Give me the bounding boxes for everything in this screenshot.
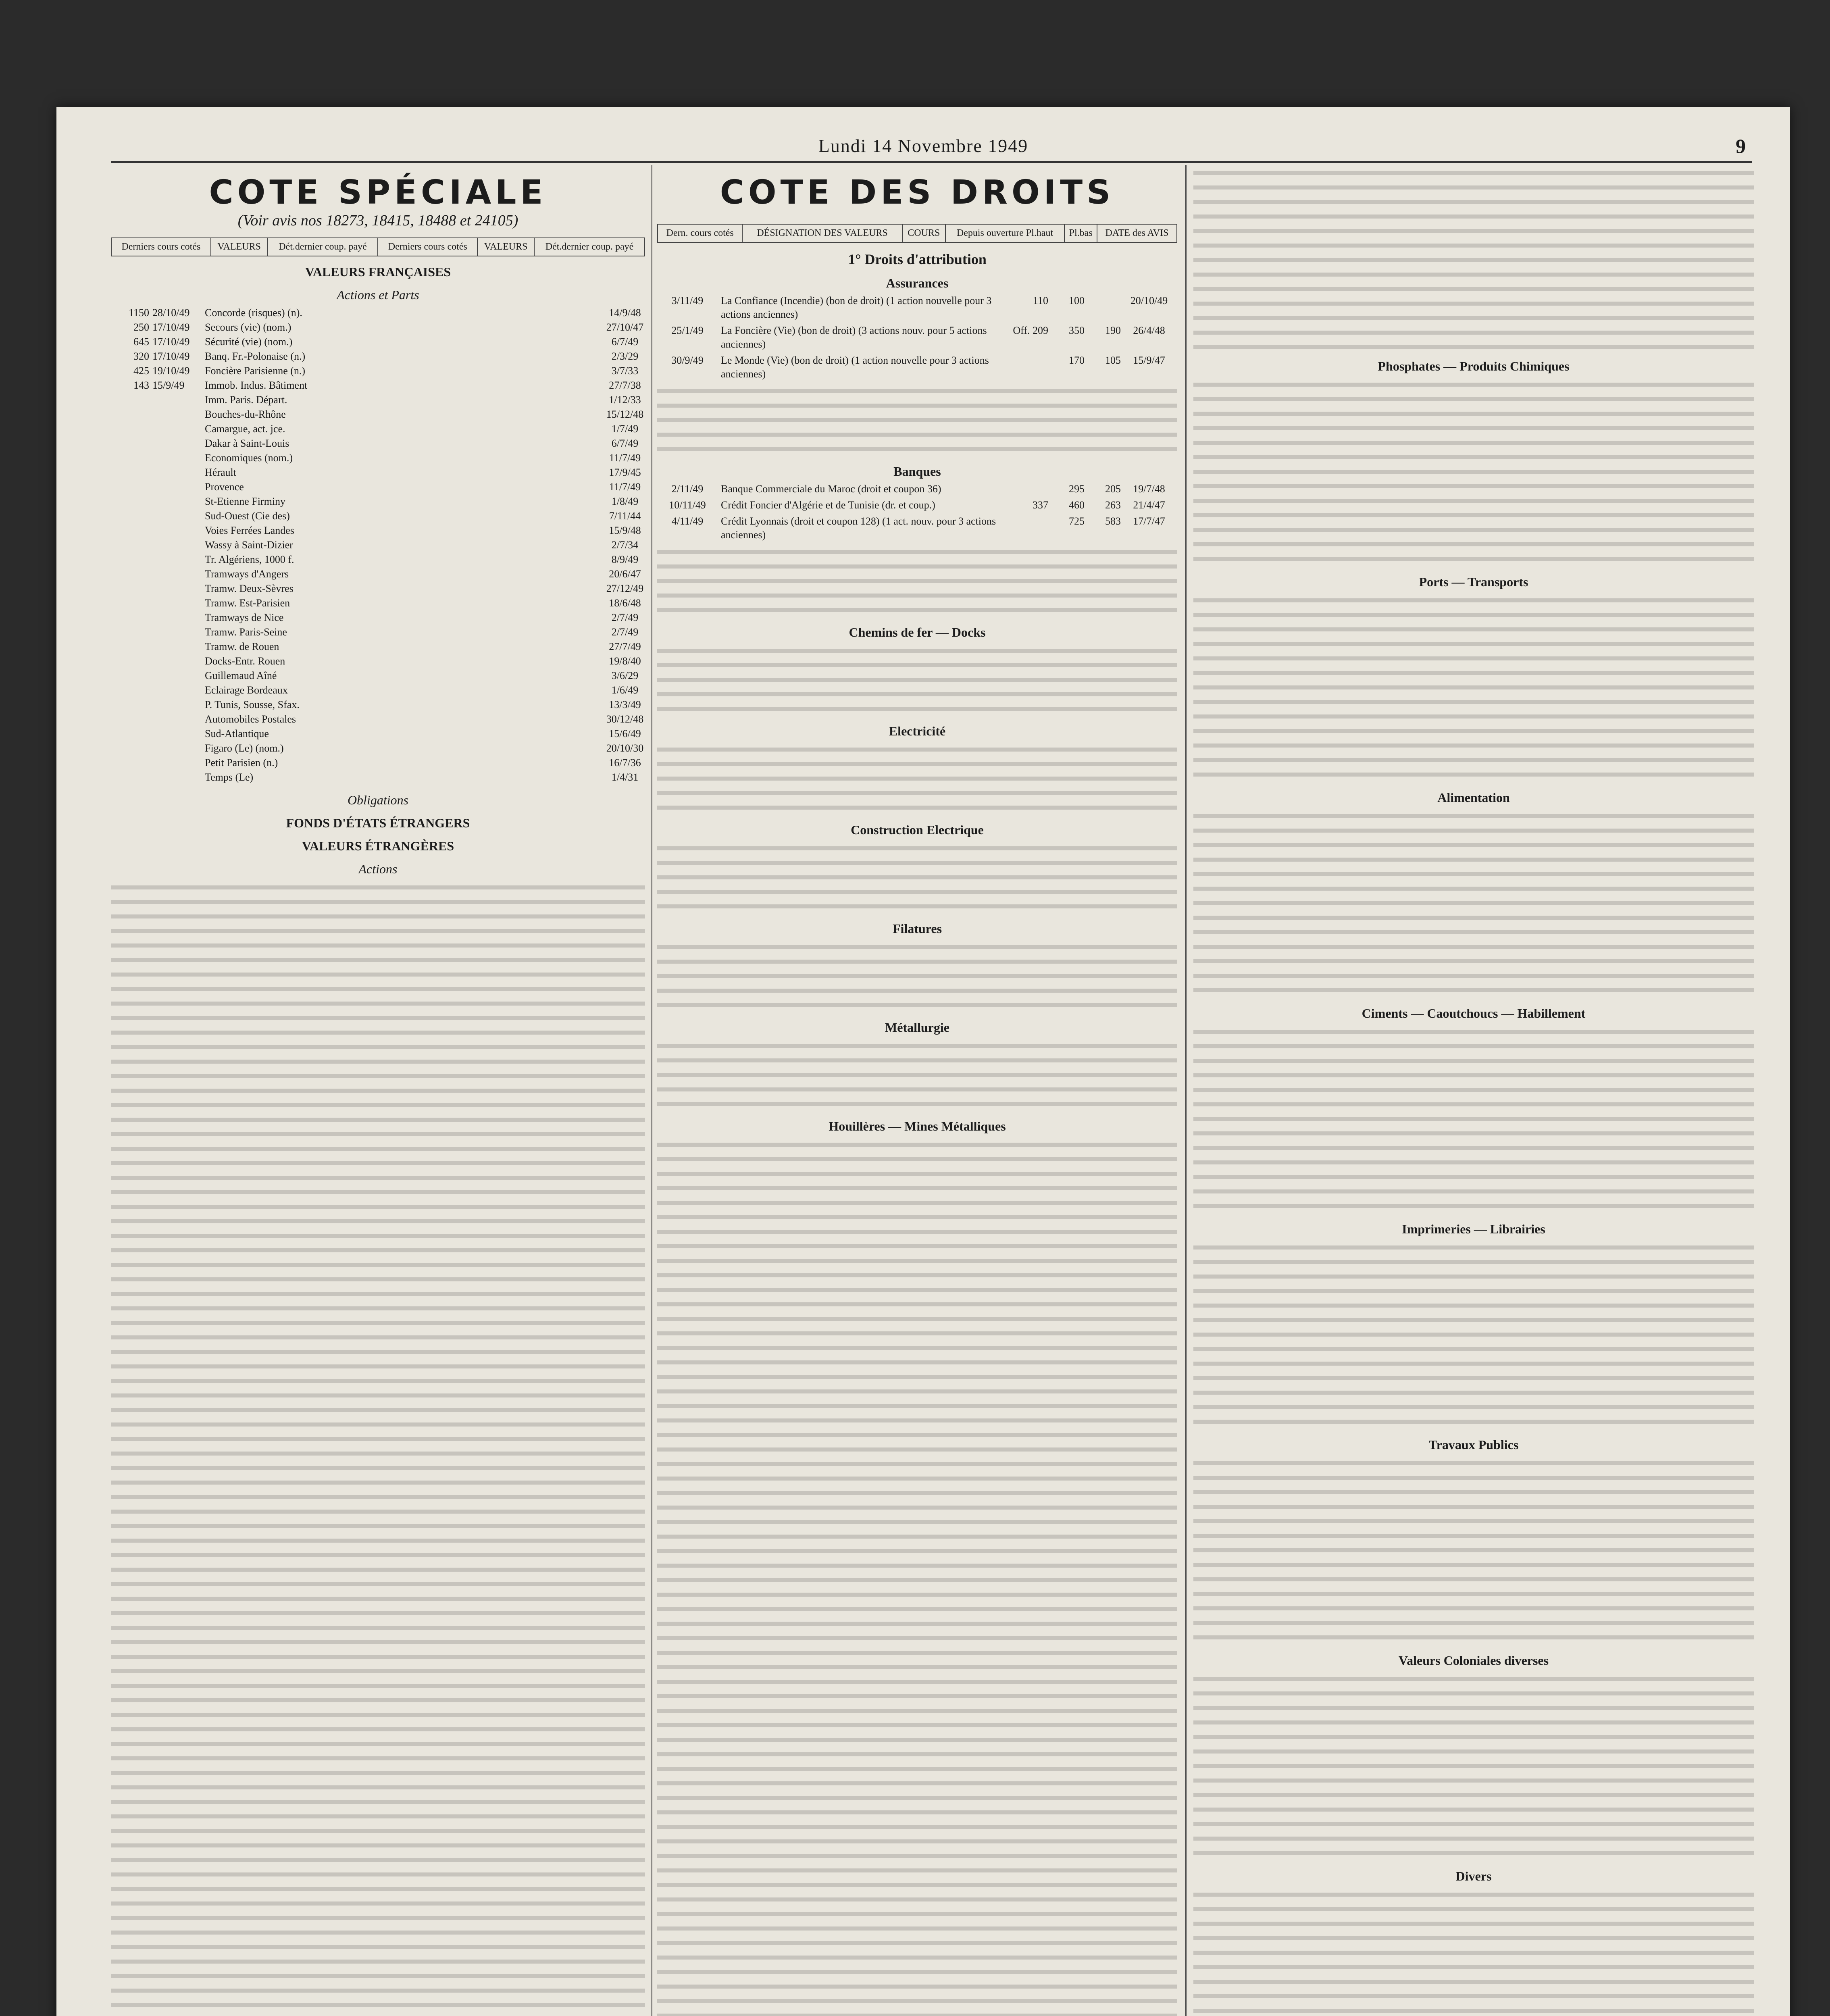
cell-coupon: 14/9/48 (609, 307, 641, 319)
cell-coupon: 11/7/49 (609, 481, 641, 493)
cell-date (149, 683, 201, 698)
right-section-heading: Alimentation (1437, 790, 1510, 805)
newspaper-page (56, 107, 1790, 2016)
cell-cours (111, 509, 149, 523)
cell-avis: 17/7/47 (1133, 515, 1165, 527)
cell-coupon: 27/7/49 (609, 641, 641, 652)
table-row (111, 596, 645, 610)
cell-date: 25/1/49 (671, 325, 704, 336)
cell-text: La Confiance (Incendie) (bon de droit) (1 action nouvelle pour 3 actions anciennes) (721, 295, 992, 320)
illegible-rows (1193, 808, 1754, 998)
col-header: Pl.bas (1064, 224, 1097, 242)
illegible-rows (1193, 377, 1754, 566)
column-separator (651, 165, 652, 2016)
cell-coupon: 2/7/34 (611, 539, 639, 551)
cell-valeur: Automobiles Postales (205, 713, 296, 725)
cell-cours (111, 756, 149, 770)
cell-valeur: Secours (vie) (nom.) (205, 321, 291, 333)
cell-valeur: Temps (Le) (205, 771, 254, 783)
cell-haut: 295 (1069, 483, 1085, 495)
col-header: DATE des AVIS (1097, 224, 1177, 242)
col-header: Dern. cours cotés (658, 224, 742, 242)
cell-cours: 320 (133, 350, 149, 362)
table-row (111, 436, 645, 451)
droits-section-heading: Métallurgie (885, 1020, 949, 1035)
cell-coupon: 11/7/49 (609, 452, 641, 464)
cell-date (149, 581, 201, 596)
cell-cours (111, 451, 149, 465)
cell-valeur: Sud-Ouest (Cie des) (205, 510, 290, 522)
cell-date: 10/11/49 (669, 499, 706, 511)
right-section-heading: Phosphates — Produits Chimiques (1378, 359, 1570, 373)
cell-cours (111, 422, 149, 436)
cell-coupon: 1/6/49 (611, 684, 639, 696)
cote-droits-column (657, 165, 1177, 2016)
cell-haut: 725 (1069, 515, 1085, 527)
table-row (657, 514, 1177, 542)
illegible-rows (657, 939, 1177, 1012)
cell-cours: 143 (133, 379, 149, 391)
cell-valeur: Immob. Indus. Bâtiment (205, 379, 308, 391)
col-header: VALEURS (211, 238, 268, 256)
cell-date: 30/9/49 (671, 354, 704, 366)
right-section-heading: Travaux Publics (1428, 1437, 1519, 1452)
droits-section-heading: Assurances (886, 276, 949, 290)
col-header: COURS (902, 224, 945, 242)
cell-date: 17/10/49 (152, 336, 190, 348)
cell-bas (1085, 294, 1121, 321)
table-row (111, 639, 645, 654)
illegible-rows (657, 1038, 1177, 1111)
table-row (111, 538, 645, 552)
cell-coupon: 1/4/31 (611, 771, 639, 783)
cell-cours (111, 465, 149, 480)
cell-valeur: Tramw. de Rouen (205, 641, 279, 652)
table-row (111, 422, 645, 436)
table-row (657, 324, 1177, 351)
cell-date: 3/11/49 (671, 295, 704, 306)
cell-coupon: 27/12/49 (606, 583, 644, 594)
illegible-rows (1193, 1024, 1754, 1214)
cell-cours (111, 669, 149, 683)
cell-date (149, 465, 201, 480)
cote-speciale-header (111, 237, 645, 256)
table-row (111, 407, 645, 422)
cell-cours (111, 698, 149, 712)
running-head: Lundi 14 Novembre 1949 (818, 135, 1028, 156)
cell-valeur: Tr. Algériens, 1000 f. (205, 554, 294, 565)
cell-coupon: 8/9/49 (611, 554, 639, 565)
cell-text: La Foncière (Vie) (bon de droit) (3 actions nouv. pour 5 actions anciennes) (721, 325, 987, 350)
cell-valeur: Guillemaud Aîné (205, 670, 277, 681)
cell-coupon: 17/9/45 (609, 467, 641, 478)
droits-section-heading: Electricité (889, 724, 946, 738)
cell-date (149, 480, 201, 494)
cell-cours (111, 581, 149, 596)
cell-cours (111, 770, 149, 785)
cell-text: Crédit Foncier d'Algérie et de Tunisie (dr. et coup.) (721, 499, 935, 511)
cell-cours: 1150 (128, 307, 149, 319)
table-row (111, 378, 645, 393)
cell-valeur: Dakar à Saint-Louis (205, 437, 289, 449)
cell-cours: 110 (1033, 295, 1048, 306)
cell-text: Banque Commerciale du Maroc (droit et coupon 36) (721, 483, 941, 495)
cell-cours (111, 523, 149, 538)
table-row (111, 480, 645, 494)
col-header: Derniers cours cotés (378, 238, 477, 256)
cell-cours (111, 552, 149, 567)
col-header: Dét.dernier coup. payé (268, 238, 378, 256)
cell-haut: 460 (1069, 499, 1085, 511)
table-row (111, 364, 645, 378)
cell-cours (111, 654, 149, 669)
cell-haut: 350 (1069, 325, 1085, 336)
valeurs-etrangeres-heading: VALEURS ÉTRANGÈRES (302, 839, 454, 853)
column-separator (1185, 165, 1187, 2016)
cell-date (149, 596, 201, 610)
cell-cours (1000, 514, 1048, 542)
cell-cours (111, 610, 149, 625)
illegible-rows (1193, 593, 1754, 782)
illegible-rows (657, 1137, 1177, 1210)
cell-cours (111, 407, 149, 422)
obligations-heading: Obligations (347, 793, 409, 807)
table-row (111, 523, 645, 538)
cell-valeur: P. Tunis, Sousse, Sfax. (205, 699, 300, 710)
cote-speciale-rows (111, 306, 645, 785)
table-row (657, 498, 1177, 512)
cell-coupon: 20/10/30 (606, 742, 644, 754)
cell-date (149, 552, 201, 567)
cell-valeur: Wassy à Saint-Dizier (205, 539, 293, 551)
cell-cours (1000, 482, 1048, 496)
cell-date (149, 436, 201, 451)
cell-cours (111, 712, 149, 727)
cell-cours (111, 727, 149, 741)
cote-droits-title: COTE DES DROITS (720, 173, 1115, 212)
cell-date: 17/10/49 (152, 321, 190, 333)
cell-coupon: 15/6/49 (609, 728, 641, 739)
cell-date (149, 610, 201, 625)
illegible-rows (111, 880, 645, 2016)
cell-date (149, 422, 201, 436)
cell-date (149, 523, 201, 538)
cell-date (149, 407, 201, 422)
illegible-rows (657, 1210, 1177, 2016)
cell-avis: 20/10/49 (1130, 295, 1168, 306)
cell-date (149, 538, 201, 552)
right-column (1193, 165, 1754, 2016)
cote-speciale-title: COTE SPÉCIALE (209, 173, 547, 212)
cell-cours: 425 (133, 365, 149, 377)
table-row (111, 306, 645, 320)
cell-valeur: Figaro (Le) (nom.) (205, 742, 284, 754)
illegible-rows (1193, 1671, 1754, 1861)
illegible-rows (1193, 1240, 1754, 1429)
cell-date: 28/10/49 (152, 307, 190, 319)
table-row (111, 669, 645, 683)
droits-attribution-heading: 1° Droits d'attribution (848, 251, 987, 267)
table-row (111, 320, 645, 335)
col-header: Derniers cours cotés (111, 238, 211, 256)
illegible-rows (657, 383, 1177, 456)
cell-cours (111, 741, 149, 756)
cell-cours (1000, 354, 1048, 381)
cell-avis: 19/7/48 (1133, 483, 1165, 495)
cell-date (149, 698, 201, 712)
cell-coupon: 1/7/49 (611, 423, 639, 435)
cell-avis: 21/4/47 (1133, 499, 1165, 511)
cell-date (149, 494, 201, 509)
cell-coupon: 27/10/47 (606, 321, 644, 333)
cell-date (149, 625, 201, 639)
cell-date (149, 756, 201, 770)
cell-cours (111, 393, 149, 407)
cell-coupon: 19/8/40 (609, 655, 641, 667)
cote-droits-header (657, 224, 1177, 243)
cell-date (149, 770, 201, 785)
table-row (111, 393, 645, 407)
droits-section-heading: Banques (893, 464, 941, 479)
table-row (111, 625, 645, 639)
table-row (111, 698, 645, 712)
illegible-rows (657, 841, 1177, 913)
fonds-etats-heading: FONDS D'ÉTATS ÉTRANGERS (286, 816, 470, 830)
cell-bas: 190 (1105, 325, 1121, 336)
cell-valeur: Camargue, act. jce. (205, 423, 285, 435)
table-row (111, 465, 645, 480)
cell-haut: 170 (1069, 354, 1085, 366)
cell-avis: 26/4/48 (1133, 325, 1165, 336)
cell-coupon: 2/7/49 (611, 612, 639, 623)
cell-valeur: Tramways de Nice (205, 612, 284, 623)
cell-valeur: Tramw. Est-Parisien (205, 597, 290, 609)
table-row (111, 712, 645, 727)
cell-valeur: Bouches-du-Rhône (205, 408, 286, 420)
cell-date (149, 741, 201, 756)
cell-valeur: Sud-Atlantique (205, 728, 269, 739)
cell-valeur: Tramw. Paris-Seine (205, 626, 287, 638)
right-section-heading: Divers (1455, 1869, 1492, 1883)
right-sections (1193, 165, 1754, 2016)
cell-date (149, 639, 201, 654)
col-header: Depuis ouverture Pl.haut (945, 224, 1065, 242)
cell-valeur: Foncière Parisienne (n.) (205, 365, 306, 377)
illegible-rows (1193, 165, 1754, 351)
table-row (111, 654, 645, 669)
cell-text: Crédit Lyonnais (droit et coupon 128) (1 act. nouv. pour 3 actions anciennes) (721, 515, 996, 541)
cell-cours (111, 683, 149, 698)
table-row (111, 451, 645, 465)
cell-valeur: Petit Parisien (n.) (205, 757, 278, 768)
cell-coupon: 20/6/47 (609, 568, 641, 580)
cell-bas: 583 (1105, 515, 1121, 527)
cell-valeur: Banq. Fr.-Polonaise (n.) (205, 350, 306, 362)
cell-date (149, 727, 201, 741)
cell-coupon: 1/8/49 (611, 496, 639, 507)
cell-coupon: 27/7/38 (609, 379, 641, 391)
cell-date (149, 712, 201, 727)
illegible-rows (657, 643, 1177, 716)
cell-date: 15/9/49 (152, 379, 185, 391)
cell-coupon: 3/6/29 (611, 670, 639, 681)
table-row (111, 349, 645, 364)
cell-valeur: Docks-Entr. Rouen (205, 655, 285, 667)
cell-bas: 105 (1105, 354, 1121, 366)
cell-coupon: 3/7/33 (611, 365, 639, 377)
right-section-heading: Valeurs Coloniales diverses (1398, 1653, 1549, 1668)
cell-coupon: 13/3/49 (609, 699, 641, 710)
cell-valeur: Concorde (risques) (n). (205, 307, 302, 319)
cell-coupon: 6/7/49 (611, 437, 639, 449)
cell-valeur: Tramways d'Angers (205, 568, 289, 580)
table-row (111, 756, 645, 770)
cell-valeur: Economiques (nom.) (205, 452, 293, 464)
right-section-heading: Ports — Transports (1419, 575, 1528, 589)
cell-valeur: Voies Ferrées Landes (205, 525, 294, 536)
cell-date: 2/11/49 (671, 483, 704, 495)
cell-cours: 250 (133, 321, 149, 333)
table-row (111, 494, 645, 509)
cell-date (149, 567, 201, 581)
table-row (111, 727, 645, 741)
droits-section-heading: Construction Electrique (851, 823, 984, 837)
table-row (111, 683, 645, 698)
cell-text: Le Monde (Vie) (bon de droit) (1 action nouvelle pour 3 actions anciennes) (721, 354, 989, 380)
cell-date (149, 669, 201, 683)
table-row (111, 552, 645, 567)
cell-cours (111, 596, 149, 610)
illegible-rows (1193, 1887, 1754, 2016)
cell-coupon: 7/11/44 (609, 510, 641, 522)
cote-speciale-column (111, 165, 645, 2016)
droits-section-heading: Filatures (892, 921, 942, 936)
col-header: VALEURS (477, 238, 534, 256)
table-row (657, 482, 1177, 496)
table-row (111, 509, 645, 523)
table-row (111, 335, 645, 349)
cell-valeur: Eclairage Bordeaux (205, 684, 288, 696)
cell-date: 17/10/49 (152, 350, 190, 362)
table-row (111, 741, 645, 756)
cell-date: 19/10/49 (152, 365, 190, 377)
cell-cours (111, 538, 149, 552)
col-header: DÉSIGNATION DES VALEURS (742, 224, 902, 242)
table-row (657, 294, 1177, 321)
cell-date: 4/11/49 (671, 515, 704, 527)
table-row (111, 581, 645, 596)
cell-valeur: Tramw. Deux-Sèvres (205, 583, 294, 594)
table-row (657, 354, 1177, 381)
cell-haut: 100 (1069, 295, 1085, 306)
cell-coupon: 1/12/33 (609, 394, 641, 406)
actions-heading: Actions (358, 862, 398, 876)
cell-bas: 263 (1105, 499, 1121, 511)
cell-avis: 15/9/47 (1133, 354, 1165, 366)
cote-speciale-subtitle: (Voir avis nos 18273, 18415, 18488 et 24105) (237, 212, 518, 229)
valeurs-francaises-heading: VALEURS FRANÇAISES (305, 264, 451, 279)
cell-cours (111, 436, 149, 451)
cell-coupon: 30/12/48 (606, 713, 644, 725)
cell-valeur: Sécurité (vie) (nom.) (205, 336, 293, 348)
cell-cours (111, 480, 149, 494)
top-rule (111, 161, 1752, 163)
table-row (111, 567, 645, 581)
cell-coupon: 16/7/36 (609, 757, 641, 768)
cell-valeur: St-Etienne Firminy (205, 496, 286, 507)
cell-date (149, 451, 201, 465)
cell-date (149, 509, 201, 523)
droits-sections (657, 276, 1177, 1210)
cell-coupon: 15/12/48 (606, 408, 644, 420)
table-row (111, 770, 645, 785)
cell-cours (111, 494, 149, 509)
cell-coupon: 15/9/48 (609, 525, 641, 536)
cell-date (149, 393, 201, 407)
col-header: Dét.dernier coup. payé (534, 238, 645, 256)
actions-parts-heading: Actions et Parts (337, 287, 419, 302)
cell-coupon: 6/7/49 (611, 336, 639, 348)
cell-cours (111, 625, 149, 639)
page-number: 9 (1736, 135, 1746, 157)
cell-valeur: Hérault (205, 467, 236, 478)
illegible-rows (1193, 1456, 1754, 1645)
cell-cours: Off. 209 (1013, 325, 1048, 336)
cell-coupon: 2/3/29 (611, 350, 639, 362)
cell-valeur: Imm. Paris. Départ. (205, 394, 287, 406)
table-row (111, 610, 645, 625)
cell-cours (111, 567, 149, 581)
cell-bas: 205 (1105, 483, 1121, 495)
droits-section-heading: Houillères — Mines Métalliques (829, 1119, 1006, 1133)
right-section-heading: Ciments — Caoutchoucs — Habillement (1362, 1006, 1586, 1020)
droits-section-heading: Chemins de fer — Docks (849, 625, 986, 639)
cell-coupon: 18/6/48 (609, 597, 641, 609)
illegible-rows (657, 742, 1177, 814)
cell-valeur: Provence (205, 481, 244, 493)
cell-cours: 337 (1033, 499, 1048, 511)
right-section-heading: Imprimeries — Librairies (1402, 1222, 1545, 1236)
cell-cours (111, 639, 149, 654)
cell-date (149, 654, 201, 669)
cell-coupon: 2/7/49 (611, 626, 639, 638)
illegible-rows (657, 544, 1177, 617)
cell-cours: 645 (133, 336, 149, 348)
